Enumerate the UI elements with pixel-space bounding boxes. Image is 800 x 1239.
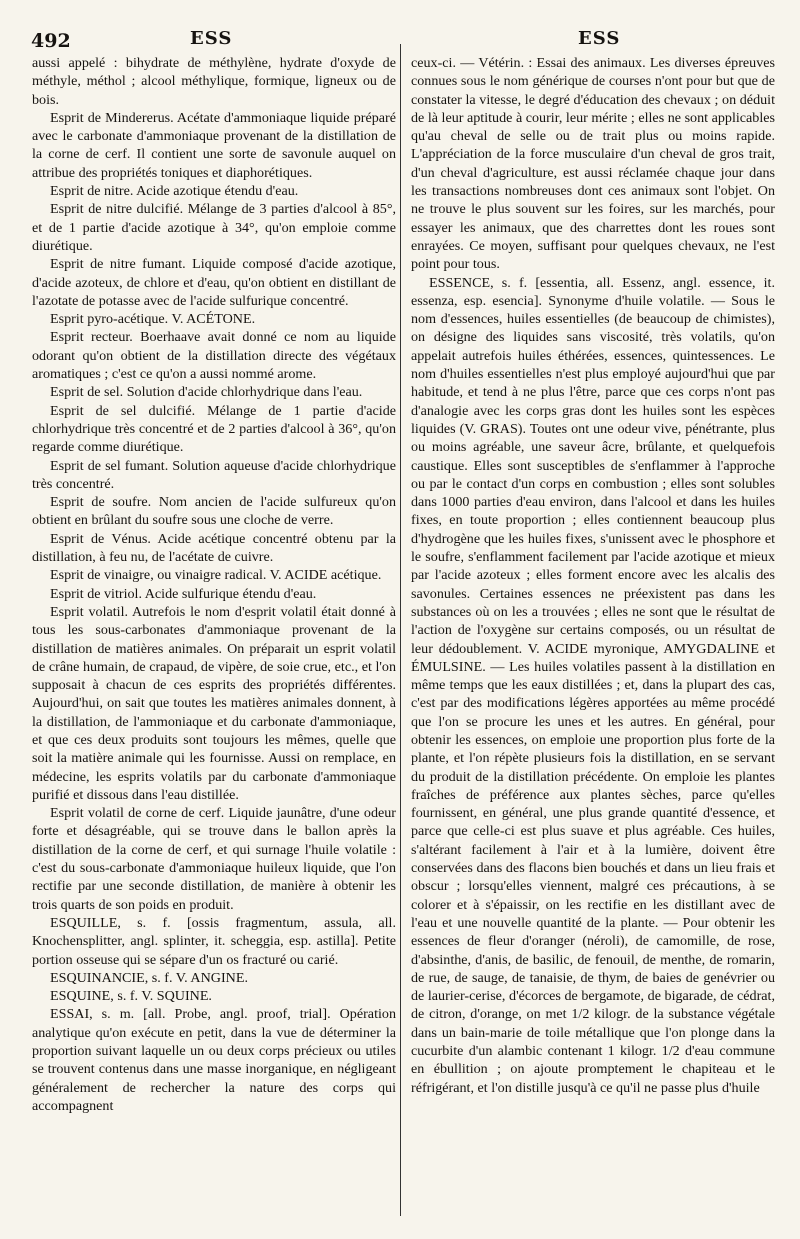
paragraph: Esprit de Vénus. Acide acétique concentré obtenu par la distillation, à feu nu, de l'acétate de cuivre.: [32, 530, 396, 566]
paragraph: Esprit de vinaigre, ou vinaigre radical. V. ACIDE acétique.: [50, 567, 382, 584]
dictionary-entry: ESSAI, s. m. [all. Probe, angl. proof, trial]. Opération analytique qu'on exécute en petit, dans la vue de déterminer la proportion suivant laquelle un ou deux corps précieux ou utiles se trouvent contenus dans une masse inorganique, en négligeant généralement de rechercher la nature des corps qui accompagnent: [32, 1006, 396, 1114]
paragraph: Esprit de vitriol. Acide sulfurique étendu d'eau.: [50, 585, 317, 602]
paragraph: ceux-ci. — Vétérin. : Essai des animaux. Les diverses épreuves connues sous le nom générique de courses n'ont pour but que de constater la vitesse, le degré d'éducation des chevaux ; on déduit de là leur aptitude à courir, leur mérite ; elles ne sont applicables qu'au cheval de selle ou de trait plus ou moins rapide. L'appréciation de la force musculaire d'un cheval de gros trait, d'un cheval d'agriculture, est aussi réclamée chaque jour dans les transactions nombreuses dont ces animaux sont l'objet. On ne trouve le plus souvent sur les foires, sur les marchés, pour essayer les animaux, que des charrettes dont les roues sont enrayées. Ce moyen, suffisant pour quelques chevaux, ne l'est point pour tous.: [411, 55, 775, 273]
page-number: 492: [31, 30, 71, 52]
paragraph: Esprit de Mindererus. Acétate d'ammoniaque liquide préparé avec le carbonate d'ammoniaque provenant de la distillation de la corne de cerf. Il contient une sorte de savonule auquel on attribue des propriétés toniques et diaphorétiques.: [32, 109, 396, 181]
dictionary-entry: ESQUILLE, s. f. [ossis fragmentum, assula, all. Knochensplitter, angl. splinter, it. scheggia, esp. astilla]. Petite portion osseuse qui se sépare d'un os fracturé ou carié.: [32, 914, 396, 968]
paragraph: Esprit de sel fumant. Solution aqueuse d'acide chlorhydrique très concentré.: [32, 457, 396, 492]
paragraph: Esprit de sel dulcifié. Mélange de 1 partie d'acide chlorhydrique très concentré et de 2 parties d'alcool à 36°, qu'on regarde comme diurétique.: [32, 402, 396, 456]
paragraph: Esprit de nitre dulcifié. Mélange de 3 parties d'alcool à 85°, et de 1 partie d'acide azotique à 34°, qu'on emploie comme diurétique.: [32, 201, 396, 254]
running-head-right: ESS: [578, 28, 621, 49]
paragraph: Esprit de nitre fumant. Liquide composé d'acide azotique, d'acide azoteux, de chlore et d'eau, qu'on obtient en distillant de l'azotate de potasse avec de l'acide sulfurique concentré.: [32, 256, 396, 309]
paragraph: aussi appelé : bihydrate de méthylène, hydrate d'oxyde de méthyle, méthol ; alcool méthylique, formique, ligneux ou de bois.: [32, 55, 396, 108]
running-head-left: ESS: [190, 28, 233, 49]
column-divider: [400, 44, 401, 1216]
paragraph: Esprit volatil. Autrefois le nom d'esprit volatil était donné à tous les sous-carbonates d'ammoniaque provenant de la distillation de matières animales. On préparait un esprit volatil de crâne humain, de crapaud, de vipère, de soie crue, etc., et l'on supposait à chacun de ces esprits des propriétés différentes. Aujourd'hui, on sait que toutes les matières animales donnent, à la distillation, de l'ammoniaque et du carbonate d'ammoniaque, et que ces deux produits sont toujours les mêmes, quelle que soit la matière animale qui les fournisse. Aussi on remplace, en médecine, les esprits volatils par du carbonate d'ammoniaque purifié et dissous dans l'eau distillée.: [32, 603, 396, 803]
dictionary-entry: ESQUINE, s. f. V. SQUINE.: [50, 988, 212, 1005]
paragraph: Esprit recteur. Boerhaave avait donné ce nom au liquide odorant qu'on obtient de la distillation directe des végétaux aromatiques ; c'est ce qu'on a aussi nommé arome.: [32, 329, 396, 383]
left-column: [32, 54, 396, 1115]
paragraph: Esprit volatil de corne de cerf. Liquide jaunâtre, d'une odeur forte et désagréable, qui se trouve dans le ballon après la distillation de la corne de cerf, et qui surnage l'huile volatile : c'est du sous-carbonate d'ammoniaque huileux liquide, que l'on rectifie par une seconde distillation, de manière à obtenir les trois quarts de son poids en produit.: [32, 805, 396, 913]
paragraph: Esprit de nitre. Acide azotique étendu d'eau.: [50, 183, 299, 200]
paragraph: Esprit de soufre. Nom ancien de l'acide sulfureux qu'on obtient en brûlant du soufre sous une cloche de verre.: [32, 494, 396, 529]
paragraph: Esprit de sel. Solution d'acide chlorhydrique dans l'eau.: [50, 384, 363, 401]
dictionary-entry: ESQUINANCIE, s. f. V. ANGINE.: [50, 969, 248, 986]
paragraph: Esprit pyro-acétique. V. ACÉTONE.: [50, 311, 256, 328]
dictionary-entry: ESSENCE, s. f. [essentia, all. Essenz, angl. essence, it. essenza, esp. esencia]. Synonyme d'huile volatile. — Sous le nom d'essences, huiles essentielles (de beaucoup de chimistes), on désigne des liquides sans viscosité, très volatils, qu'on appelait autrefois huiles éthérées, essences, quintessences. Le nom d'huiles essentielles n'est plus employé aujourd'hui que par habitude, et tend à ne plus l'être, parce que ces corps n'ont pas d'analogie avec les corps gras dont les huiles sont les espèces liquides (V. GRAS). Toutes ont une odeur vive, pénétrante, plus ou moins agréable, une saveur âcre, brûlante, et quelquefois caustique. Elles sont susceptibles de s'enflammer à l'approche ou par le contact d'un corps en combustion ; elles sont solubles dans 1000 parties d'eau environ, dans l'alcool et dans les huiles fixes, en toute proportion ; elles contiennent beaucoup plus d'hydrogène que les huiles fixes, s'unissent avec le phosphore et le soufre, s'enflamment facilement par l'acide azotique et mieux par l'acide azoteux ; elles forment encore avec les alcalis des savonules. Certaines essences ne préexistent pas dans les substances où on les a trouvées ; elles ne sont que le résultat de l'action de l'oxygène sur certains composés, ou un résultat de leur dédoublement. V. ACIDE myronique, AMYGDALINE et ÉMULSINE. — Les huiles volatiles passent à la distillation en même temps que les eaux distillées ; et, dans la plupart des cas, c'est par des modifications légères apportées au même procédé que l'on se procure les unes et les autres. En général, pour obtenir les essences, on emploie une proportion plus forte de la plante, et l'on répète plusieurs fois la distillation, en se servant du produit de la distillation précédente. On emploie les plantes fraîches de préférence aux plantes sèches, parce qu'elles fournissent, en général, une plus grande quantité d'essence, et parce que celle-ci est plus suave et plus agréable. Ces huiles, s'altérant facilement à l'air et à la lumière, doivent être conservées dans des flacons bien bouchés et dans un lieu frais et obscur ; lorsqu'elles viennent, malgré ces précautions, à se colorer et à s'épaissir, on les rectifie en les distillant avec de l'eau et une nouvelle quantité de la plante. — Pour obtenir les essences de fleur d'oranger (néroli), de camomille, de rose, d'absinthe, d'anis, de basilic, de fenouil, de menthe, de romarin, de rue, de sauge, de tanaisie, de thym, de baies de genévrier ou de laurier-cerise, d'écorces de bergamote, de bigarade, de cédrat, de citron, d'orange, on met 1/2 kilogr. de la substance végétale dans un bain-marie de toile métallique que l'on plonge dans la cucurbite d'un alambic contenant 1 kilogr. 1/2 d'eau commune en ébullition ; on ajoute promptement le chapiteau et le réfrigérant, et l'on distille jusqu'à ce qu'il ne passe plus d'huile: [411, 274, 775, 1096]
right-column: [411, 54, 775, 1097]
